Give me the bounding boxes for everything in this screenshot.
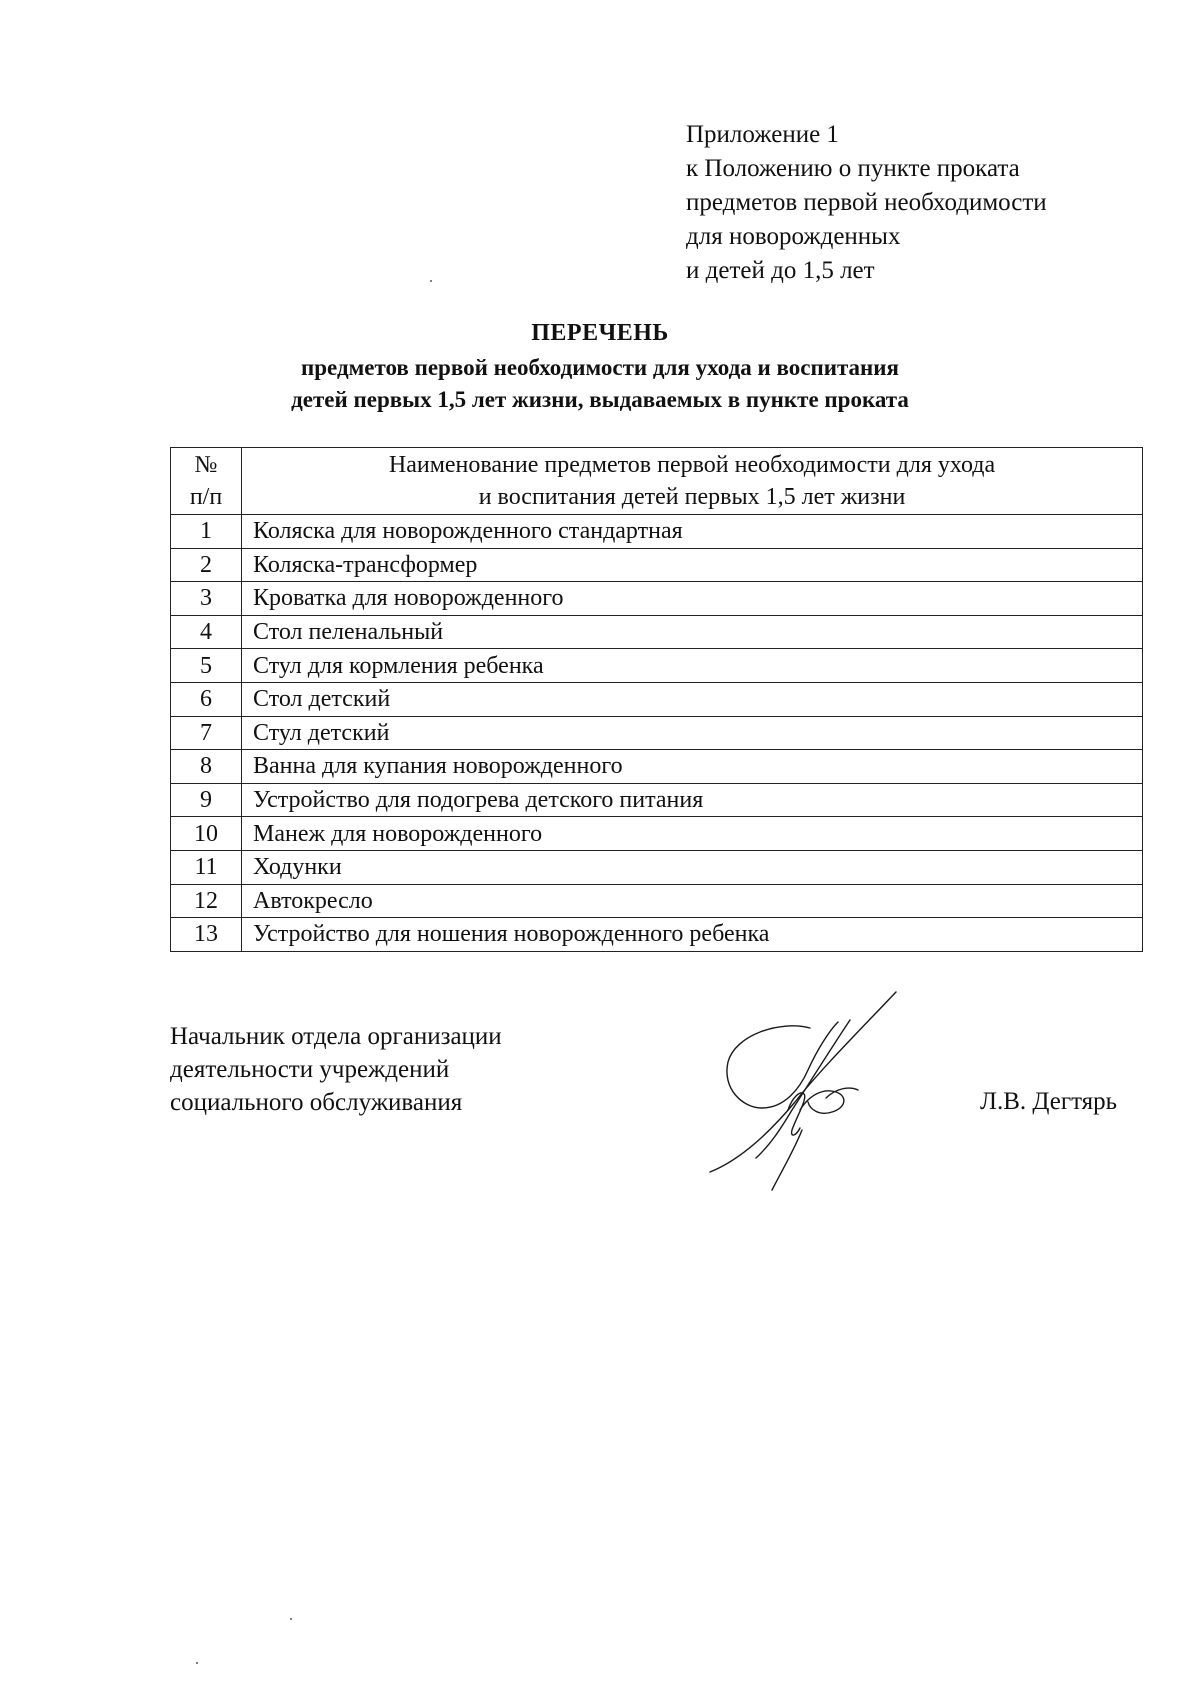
row-item-name: Кроватка для новорожденного [242,582,1143,616]
document-title [0,317,1200,416]
header-name-line: Наименование предметов первой необходимости для ухода [388,452,996,478]
header-name-line: и воспитания детей первых 1,5 лет жизни [478,484,906,510]
appendix-line: для новорожденных [686,223,901,250]
row-number: 5 [171,649,242,683]
title-subtitle-line: предметов первой необходимости для ухода и воспитания [301,355,899,380]
table-row [171,615,1143,649]
signer-position-line: Начальник отдела организации [170,1023,502,1050]
row-item-name: Устройство для ношения новорожденного ребенка [242,918,1143,952]
title-main: ПЕРЕЧЕНЬ [531,320,669,346]
title-subtitle-line: детей первых 1,5 лет жизни, выдаваемых в пункте проката [291,387,909,412]
row-item-name: Ванна для купания новорожденного [242,750,1143,784]
row-number: 12 [171,884,242,918]
row-item-name: Автокресло [242,884,1143,918]
row-number: 1 [171,515,242,549]
items-table [170,447,1143,952]
row-number: 10 [171,817,242,851]
row-number: 3 [171,582,242,616]
table-header-row [171,448,1143,515]
signer-position [170,1020,502,1119]
signer-position-line: социального обслуживания [170,1089,463,1116]
row-number: 6 [171,682,242,716]
row-number: 13 [171,918,242,952]
row-number: 7 [171,716,242,750]
row-item-name: Стол детский [242,682,1143,716]
row-item-name: Стул для кормления ребенка [242,649,1143,683]
table-row [171,649,1143,683]
table-row [171,716,1143,750]
scan-speck [196,1662,198,1664]
row-item-name: Устройство для подогрева детского питания [242,783,1143,817]
table-row [171,582,1143,616]
header-num-cell [171,448,242,515]
table-body [171,515,1143,952]
appendix-note [686,118,1146,288]
row-number: 4 [171,615,242,649]
row-number: 8 [171,750,242,784]
scan-speck [430,280,432,282]
header-num-symbol: № [194,452,218,478]
header-name-cell [242,448,1143,515]
row-item-name: Стул детский [242,716,1143,750]
table-row [171,515,1143,549]
table-row [171,682,1143,716]
appendix-line: Приложение 1 [686,121,839,148]
row-item-name: Стол пеленальный [242,615,1143,649]
appendix-line: и детей до 1,5 лет [686,257,875,284]
row-item-name: Манеж для новорожденного [242,817,1143,851]
table-row [171,548,1143,582]
handwritten-signature [700,990,920,1200]
table-row [171,783,1143,817]
row-number: 11 [171,850,242,884]
row-item-name: Коляска для новорожденного стандартная [242,515,1143,549]
table-row [171,918,1143,952]
table-row [171,850,1143,884]
table-row [171,750,1143,784]
header-num-abbr: п/п [189,484,223,510]
appendix-line: к Положению о пункте проката [686,155,1020,182]
row-number: 9 [171,783,242,817]
scan-speck [290,1618,292,1620]
table-row [171,884,1143,918]
signer-name: Л.В. Дегтярь [980,1088,1118,1115]
row-item-name: Коляска-трансформер [242,548,1143,582]
table-row [171,817,1143,851]
row-number: 2 [171,548,242,582]
signer-position-line: деятельности учреждений [170,1056,450,1083]
appendix-line: предметов первой необходимости [686,189,1047,216]
row-item-name: Ходунки [242,850,1143,884]
